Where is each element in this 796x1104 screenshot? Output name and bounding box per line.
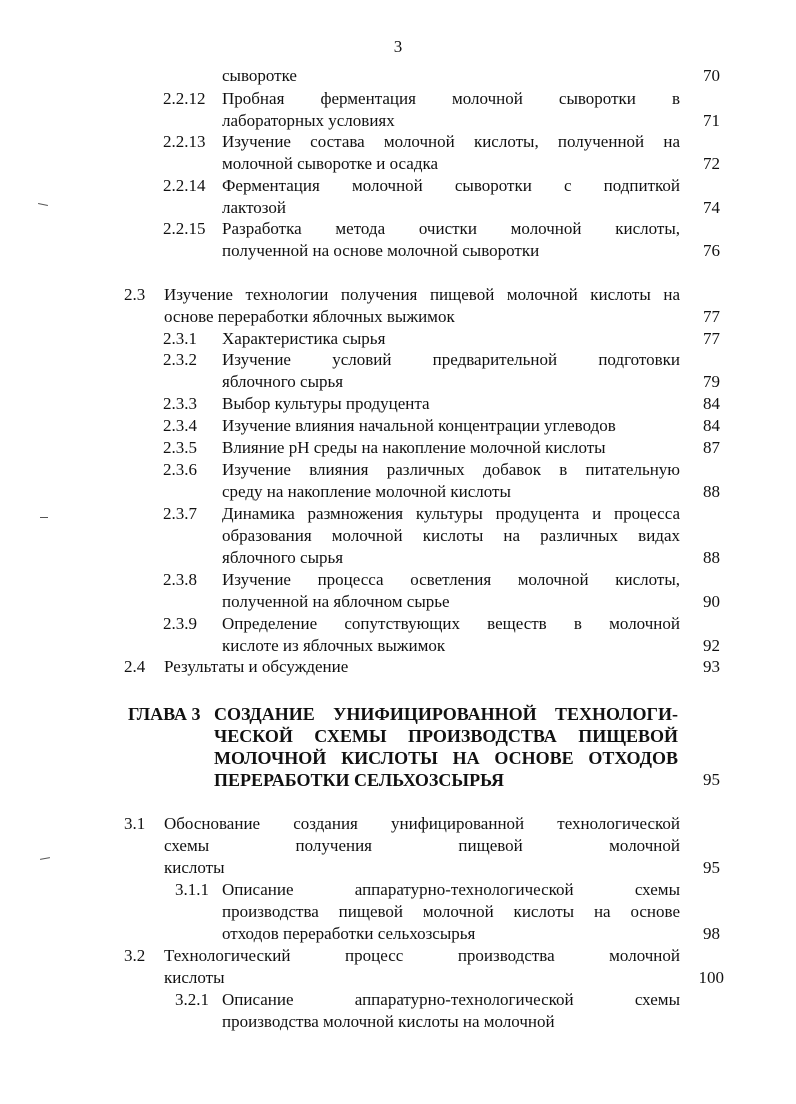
section-number: 2.3.2 (163, 350, 197, 369)
section-number: 2.2.14 (163, 176, 206, 195)
entry-title-line: яблочного сырья ..... (222, 547, 682, 571)
entry-title-line: Ферментация молочной сыворотки с подпиткой (222, 176, 680, 195)
page-ref: 98 (703, 924, 720, 943)
entry-title-line: Изучение влияния начальной концентрации углеводов ..... (222, 415, 682, 439)
entry-title-line: кислоты ..... (164, 967, 682, 991)
entry-title-line: Изучение технологии получения пищевой молочной кислоты на (164, 285, 680, 304)
chapter-number: ГЛАВА 3 (128, 704, 201, 724)
page-ref: 72 (703, 154, 720, 173)
entry-title-line: среду на накопление молочной кислоты ..... (222, 481, 682, 505)
page-ref: 92 (703, 636, 720, 655)
section-number: 2.2.12 (163, 89, 206, 108)
section-number: 2.3.7 (163, 504, 197, 523)
page-ref: 76 (703, 241, 720, 260)
entry-title-line: лабораторных условиях ..... (222, 110, 682, 134)
page-ref: 100 (698, 968, 724, 987)
page-ref: 93 (703, 657, 720, 676)
entry-title-line: Описание аппаратурно-технологической схемы (222, 880, 680, 899)
page-ref: 74 (703, 198, 720, 217)
entry-title-line: Пробная ферментация молочной сыворотки в (222, 89, 680, 108)
scan-mark (38, 203, 48, 206)
page-ref: 71 (703, 111, 720, 130)
page-ref: 87 (703, 438, 720, 457)
section-number: 3.2.1 (175, 990, 209, 1009)
page-ref: 79 (703, 372, 720, 391)
entry-title-line: производства молочной кислоты на молочной (222, 1012, 555, 1031)
entry-title-line: Характеристика сырья ..... (222, 328, 682, 352)
section-number: 2.3.4 (163, 416, 197, 435)
section-number: 2.3.5 (163, 438, 197, 457)
section-number: 2.3 (124, 285, 146, 304)
entry-title-line: схемы получения пищевой молочной (164, 836, 680, 855)
entry-title-line: Динамика размножения культуры продуцента и процесса (222, 504, 680, 523)
entry-title-line: образования молочной кислоты на различных видах (222, 526, 680, 545)
entry-title-line: молочной сыворотке и осадка ..... (222, 153, 682, 177)
entry-title-line: основе переработки яблочных выжимок ..... (164, 306, 682, 330)
section-number: 2.3.8 (163, 570, 197, 589)
section-number: 2.4 (124, 657, 146, 676)
entry-title-line: Изучение процесса осветления молочной кислоты, (222, 570, 680, 589)
page-ref: 77 (703, 329, 720, 348)
page-ref: 77 (703, 307, 720, 326)
chapter-title-line: МОЛОЧНОЙ КИСЛОТЫ НА ОСНОВЕ ОТХОДОВ (214, 748, 678, 768)
entry-title-line: Разработка метода очистки молочной кислоты, (222, 219, 680, 238)
chapter-title-line: ПЕРЕРАБОТКИ СЕЛЬХОЗСЫРЬЯ ..... (214, 769, 682, 793)
entry-title-line: кислоте из яблочных выжимок ..... (222, 635, 682, 659)
section-number: 3.1.1 (175, 880, 209, 899)
section-number: 2.3.6 (163, 460, 197, 479)
chapter-title-line: СОЗДАНИЕ УНИФИЦИРОВАННОЙ ТЕХНОЛОГИ- (214, 704, 678, 724)
section-number: 2.3.9 (163, 614, 197, 633)
section-number: 3.2 (124, 946, 146, 965)
section-number: 2.2.13 (163, 132, 206, 151)
entry-title-line: Технологический процесс производства молочной (164, 946, 680, 965)
entry-title-line: Результаты и обсуждение ..... (164, 656, 682, 680)
entry-title-line: лактозой ..... (222, 197, 682, 221)
entry-title-line: отходов переработки сельхозсырья ..... (222, 923, 682, 947)
page-ref: 88 (703, 548, 720, 567)
chapter-title-line: ЧЕСКОЙ СХЕМЫ ПРОИЗВОДСТВА ПИЩЕВОЙ (214, 726, 678, 746)
entry-title-line: Изучение влияния различных добавок в питательную (222, 460, 680, 479)
entry-title-line: Изучение состава молочной кислоты, полученной на (222, 132, 680, 151)
entry-title-line: Влияние pH среды на накопление молочной кислоты ..... (222, 437, 682, 461)
entry-title-line: Обоснование создания унифицированной технологической (164, 814, 680, 833)
scan-mark (40, 517, 48, 518)
entry-title-line: Выбор культуры продуцента ..... (222, 393, 682, 417)
entry-title-line: полученной на основе молочной сыворотки ..... (222, 240, 682, 264)
entry-title-line: Описание аппаратурно-технологической схемы (222, 990, 680, 1009)
entry-title-line: Определение сопутствующих веществ в молочной (222, 614, 680, 633)
entry-title-line: яблочного сырья ..... (222, 371, 682, 395)
page-ref: 84 (703, 416, 720, 435)
page-number: 3 (393, 37, 403, 56)
section-number: 2.3.1 (163, 329, 197, 348)
entry-title-line: кислоты ..... (164, 857, 682, 881)
entry-title-line: полученной на яблочном сырье ..... (222, 591, 682, 615)
page-ref: 95 (703, 770, 720, 789)
page-ref: 88 (703, 482, 720, 501)
section-number: 2.2.15 (163, 219, 206, 238)
page-ref: 84 (703, 394, 720, 413)
entry-title-line: производства пищевой молочной кислоты на основе (222, 902, 680, 921)
page-ref: 95 (703, 858, 720, 877)
page-ref: 70 (703, 66, 720, 85)
entry-title-line: сыворотке ..... (222, 65, 682, 89)
page-ref: 90 (703, 592, 720, 611)
entry-title-line: Изучение условий предварительной подготовки (222, 350, 680, 369)
scan-mark (40, 857, 50, 860)
section-number: 2.3.3 (163, 394, 197, 413)
section-number: 3.1 (124, 814, 146, 833)
